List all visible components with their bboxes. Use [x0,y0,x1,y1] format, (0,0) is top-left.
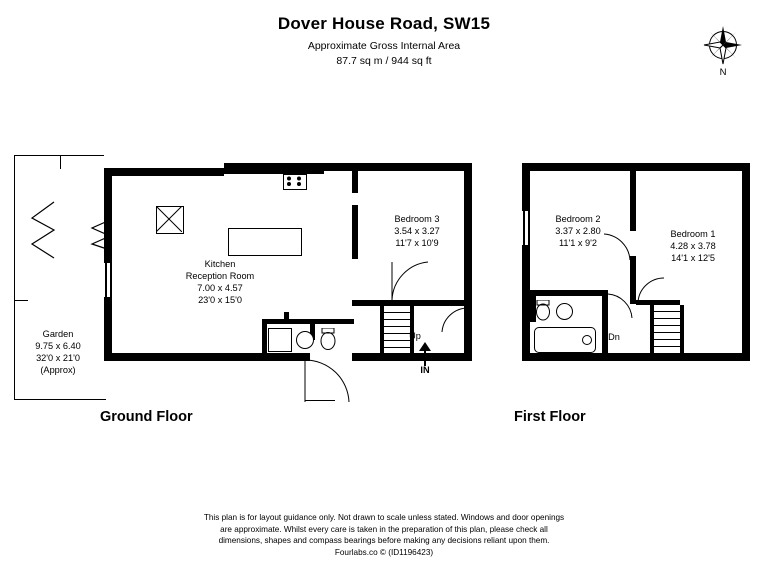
garden-dims-imperial: 32'0 x 21'0 [36,353,80,363]
first-stair-step [654,346,680,347]
stair-step [384,347,410,348]
hob-burners-icon [283,174,305,188]
bedroom1-dims-metric: 4.28 x 3.78 [670,241,716,251]
bedroom3-dims-imperial: 11'7 x 10'9 [395,238,439,248]
stair-step [384,319,410,320]
area-caption-line2: 87.7 sq m / 944 sq ft [336,55,432,67]
bedroom2-dims-metric: 3.37 x 2.80 [555,226,601,236]
ground-wall-left-lower [104,297,112,361]
garden-note: (Approx) [40,365,76,375]
ground-window-left [105,263,107,297]
first-wall-left-upper [522,163,530,211]
wc-wall-left [262,319,267,357]
first-stair-step [654,332,680,333]
disclaimer [0,512,768,558]
washbasin-icon-first [556,303,573,320]
room-label-bedroom3 [366,213,468,249]
disclaimer-line3: dimensions, shapes and compass bearings before making any decisions reliant upon them. [218,536,550,545]
compass [700,22,746,78]
area-caption-line1: Approximate Gross Internal Area [307,40,461,52]
first-stair-step [654,325,680,326]
bedroom3-dims-metric: 3.54 x 3.27 [394,226,440,236]
garden-tick-top [60,155,61,169]
kitchen-name-line2: Reception Room [185,271,255,281]
garden-tick-left [14,300,28,301]
bedroom3-window-right-2 [470,200,472,242]
stair-step [384,312,410,313]
first-partition-bedroom2-right [630,171,636,231]
page-title: Dover House Road, SW15 [277,14,491,33]
kitchen-name-line1: Kitchen [204,259,236,269]
stairs-down-label: Dn [608,332,620,342]
bedroom3-door-arc-icon [390,258,430,302]
room-label-bedroom2 [528,213,628,249]
compass-rose-icon [700,22,746,68]
kitchen-dims-imperial: 23'0 x 15'0 [198,295,242,305]
bedroom1-dims-imperial: 14'1 x 12'5 [671,253,715,263]
first-window-top-right [700,169,734,171]
bay-step-icon [86,218,112,252]
disclaimer-line1: This plan is for layout guidance only. Not drawn to scale unless stated. Windows and door openings [203,513,565,522]
first-stair-wall-right [680,305,684,355]
wc-wall-mid [284,312,289,324]
first-stair-step [654,318,680,319]
first-wall-left-mid [522,245,530,361]
first-window-top-left [546,169,580,171]
ground-wall-bottom-right [352,353,472,361]
entrance-arrow-icon [418,342,432,366]
first-window-right-2 [748,212,750,256]
bedroom1-door-arc-icon [636,276,666,304]
ground-wall-bottom-left [104,353,310,361]
first-wall-bottom [522,353,750,361]
ground-window-top [140,169,186,171]
ground-window-left-2 [110,263,112,297]
bathtub-drain-icon [582,335,592,345]
garden-dims-metric: 9.75 x 6.40 [35,341,81,351]
entrance-label: IN [420,365,430,375]
hall-door-arc-icon [440,306,470,334]
garden-name: Garden [42,329,74,339]
first-stair-wall-left [650,305,654,355]
disclaimer-line2: are approximate. Whilst every care is taken in the preparation of this plan, please check all [220,524,548,534]
garden-steps-icon [28,200,56,260]
fireplace-cross-icon [156,206,182,232]
bedroom1-name: Bedroom 1 [670,229,716,239]
bathroom-door-arc-icon [606,292,634,320]
copyright-line: Fourlabs.co © (ID1196423) [334,547,434,557]
first-stair-step [654,339,680,340]
first-window-left [523,211,525,245]
floor-label-first: First Floor [514,409,586,425]
stair-step [384,326,410,327]
kitchen-dims-metric: 7.00 x 4.57 [197,283,243,293]
kitchen-worktop [224,171,324,174]
stairs-up-label: Up [409,331,421,341]
entrance-door-arc-icon [303,358,353,404]
washbasin-icon [296,331,314,349]
room-label-kitchen-reception [140,258,300,306]
ground-wall-top-mid [224,163,472,171]
bedroom2-name: Bedroom 2 [555,214,601,224]
wc-toilet-icon [318,328,338,352]
room-label-bedroom1 [640,228,746,264]
compass-north-label: N [719,67,727,78]
ground-partition-bedroom3 [352,205,358,259]
garden-boundary-bottom [14,399,106,400]
room-label-garden [8,328,108,376]
floor-label-ground: Ground Floor [100,409,193,425]
garden-boundary-top [14,155,104,156]
bedroom2-dims-imperial: 11'1 x 9'2 [558,238,598,248]
ground-partition-bedroom3-upper [352,171,358,193]
wc-wall-top [262,319,354,324]
first-stair-step [654,311,680,312]
kitchen-island [228,228,302,256]
bedroom3-name: Bedroom 3 [394,214,440,224]
wc-toilet-icon-first [534,300,552,322]
shower-tray-icon [268,328,292,352]
first-partition-bathroom-top [530,290,608,296]
